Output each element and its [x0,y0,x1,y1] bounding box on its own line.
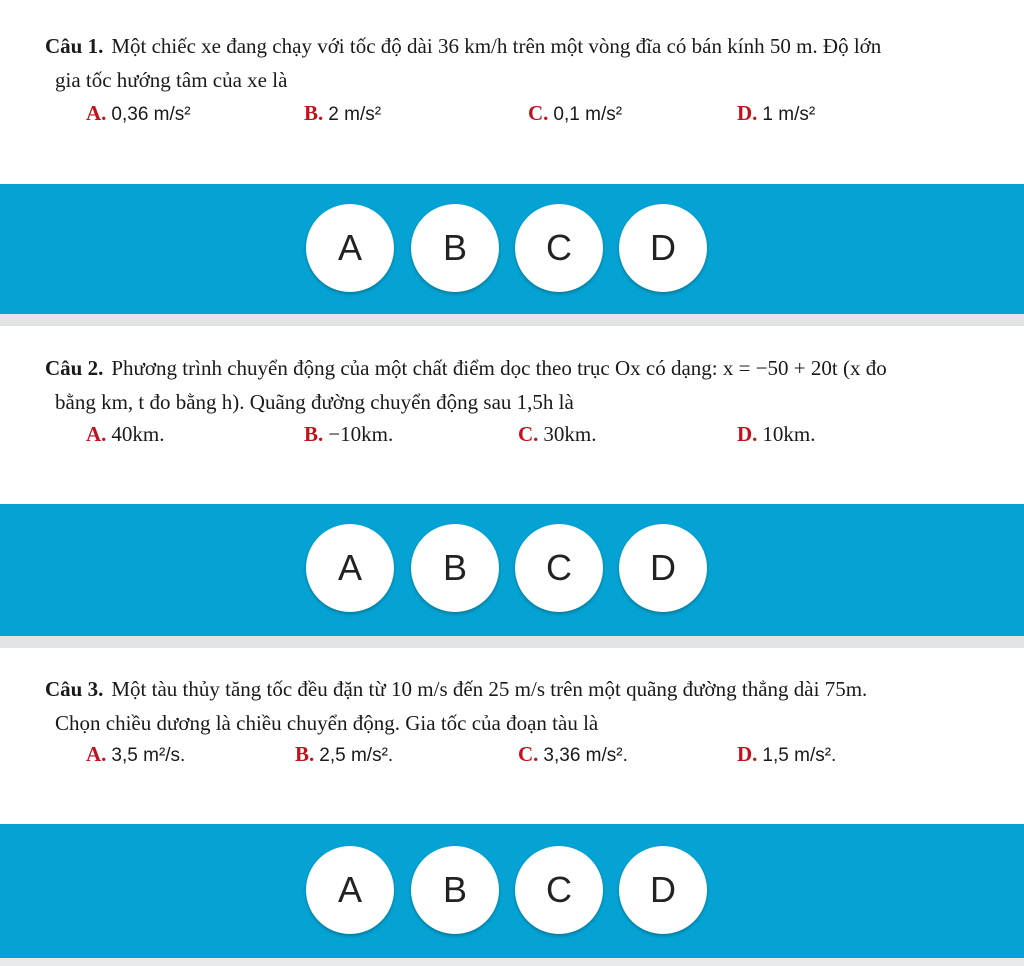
question-number: Câu 2. [45,356,104,380]
option-value: 40km. [111,422,165,446]
answer-button-a[interactable]: A [306,524,394,612]
question-card-2 [0,326,1024,504]
question-line: Phương trình chuyển động của một chất điểm dọc theo trục Ox có dạng: x = −50 + 20t (x đo [111,356,887,380]
question-card-3 [0,648,1024,824]
option-d [737,101,815,126]
option-value: 3,5 m²/s. [111,745,186,766]
option-a [86,742,185,767]
answer-band-2 [0,504,1024,636]
option-letter: B. [295,742,315,766]
option-letter: A. [86,742,107,766]
options-row-2 [0,422,1024,452]
answer-button-d[interactable]: D [619,524,707,612]
option-value: 2 m/s² [328,104,382,125]
options-row-3 [0,742,1024,772]
answer-button-b[interactable]: B [411,524,499,612]
answer-button-d[interactable]: D [619,846,707,934]
answer-button-a[interactable]: A [306,204,394,292]
question-text-1 [45,29,984,97]
option-letter: D. [737,101,758,125]
option-value: 0,1 m/s² [553,104,623,125]
option-value: 1,5 m/s². [762,745,837,766]
answer-button-c[interactable]: C [515,204,603,292]
option-value: 10km. [762,422,816,446]
option-b [304,422,393,447]
option-letter: A. [86,422,107,446]
question-line: Một tàu thủy tăng tốc đều đặn từ 10 m/s đến 25 m/s trên một quãng đường thẳng dài 75m. [111,677,868,701]
option-c [518,422,597,447]
answer-band-1 [0,184,1024,314]
answer-button-c[interactable]: C [515,846,603,934]
separator [0,314,1024,326]
option-letter: C. [518,742,539,766]
answer-button-c[interactable]: C [515,524,603,612]
option-letter: D. [737,422,758,446]
answer-button-b[interactable]: B [411,846,499,934]
option-b [304,101,381,126]
option-value: 2,5 m/s². [319,745,394,766]
answer-button-d[interactable]: D [619,204,707,292]
option-value: 3,36 m/s². [543,745,628,766]
question-card-1 [0,0,1024,184]
option-letter: B. [304,422,324,446]
answer-button-a[interactable]: A [306,846,394,934]
option-d [737,422,816,447]
separator [0,636,1024,648]
question-line: gia tốc hướng tâm của xe là [55,68,288,92]
question-text-3 [45,672,984,740]
answer-band-3 [0,824,1024,958]
option-value: 1 m/s² [762,104,816,125]
option-a [86,422,165,447]
option-value: −10km. [328,422,394,446]
option-c [518,742,628,767]
option-letter: D. [737,742,758,766]
option-value: 30km. [543,422,597,446]
question-number: Câu 1. [45,34,104,58]
option-letter: C. [528,101,549,125]
option-d [737,742,836,767]
answer-button-b[interactable]: B [411,204,499,292]
option-letter: A. [86,101,107,125]
question-line: bằng km, t đo bằng h). Quãng đường chuyển động sau 1,5h là [55,390,574,414]
question-line: Chọn chiều dương là chiều chuyển động. Gia tốc của đoạn tàu là [55,711,599,735]
question-text-2 [45,351,984,419]
option-letter: C. [518,422,539,446]
options-row-1 [0,101,1024,131]
question-line: Một chiếc xe đang chạy với tốc độ dài 36 km/h trên một vòng đĩa có bán kính 50 m. Độ lớn [111,34,882,58]
option-c [528,101,622,126]
option-value: 0,36 m/s² [111,104,191,125]
option-a [86,101,191,126]
question-number: Câu 3. [45,677,104,701]
option-b [295,742,393,767]
option-letter: B. [304,101,324,125]
